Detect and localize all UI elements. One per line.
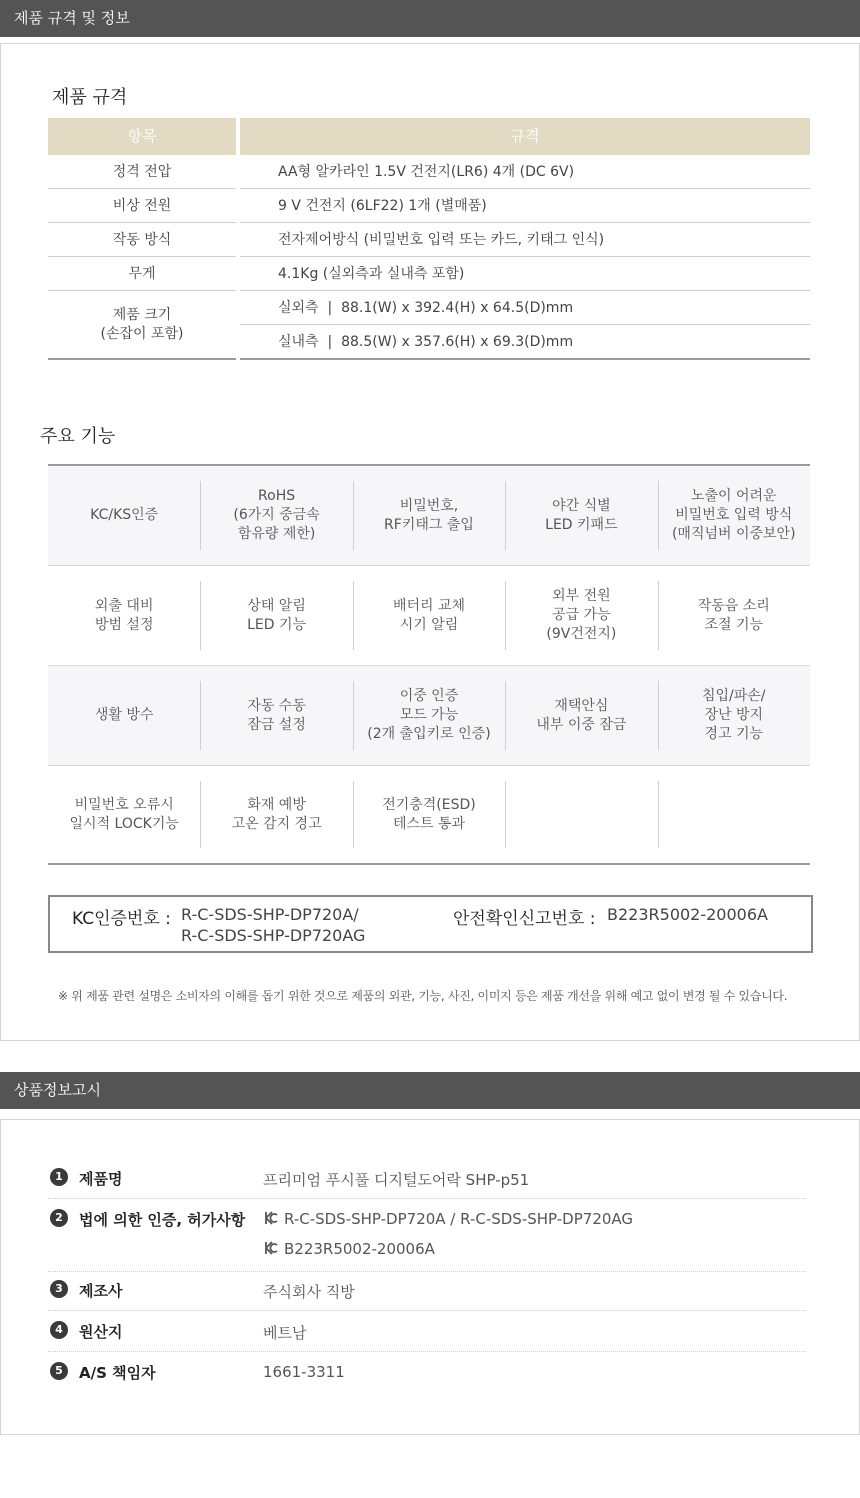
info-label: 제조사 xyxy=(79,1282,123,1300)
feature-cell: 외부 전원 공급 가능 (9V건전지) xyxy=(505,566,657,665)
spec-row xyxy=(48,257,810,291)
size-values xyxy=(240,291,810,360)
info-row-origin xyxy=(48,1311,806,1352)
safety-cert-value: B223R5002-20006A xyxy=(607,905,768,924)
size-outer-value: 실외측 | 88.1(W) x 392.4(H) x 64.5(D)mm xyxy=(240,291,810,325)
disclaimer-notice: ※ 위 제품 관련 설명은 소비자의 이해를 돕기 위한 것으로 제품의 외관, 기능, 사진, 이미지 등은 제품 개선을 위해 예고 없이 변경 될 수 있습니다. xyxy=(58,989,788,1003)
number-badge: 3 xyxy=(50,1280,68,1298)
kc-cert-label: KC인증번호 : xyxy=(72,909,171,929)
spec-label-size xyxy=(48,291,236,360)
feature-cell: 자동 수동 잠금 설정 xyxy=(200,666,352,765)
info-row-certification xyxy=(48,1199,806,1272)
size-inner-value: 실내측 | 88.5(W) x 357.6(H) x 69.3(D)mm xyxy=(240,325,810,360)
info-value: 베트남 xyxy=(263,1324,307,1342)
info-label: A/S 책임자 xyxy=(79,1364,156,1382)
certification-box xyxy=(48,895,813,953)
info-value: 주식회사 직방 xyxy=(263,1283,355,1301)
feature-cell: 작동음 소리 조절 기능 xyxy=(658,566,810,665)
features-title: 주요 기능 xyxy=(40,426,116,447)
features-row xyxy=(48,666,810,766)
feature-cell: 비밀번호 오류시 일시적 LOCK기능 xyxy=(69,796,179,832)
kc-mark-icon xyxy=(263,1240,279,1256)
feature-cell: KC/KS인증 xyxy=(90,507,159,523)
spec-title: 제품 규격 xyxy=(52,87,128,108)
features-row xyxy=(48,566,810,666)
spec-row xyxy=(48,223,810,257)
spec-row xyxy=(48,155,810,189)
spec-header-row xyxy=(48,118,810,155)
kc-mark-icon xyxy=(263,1210,279,1226)
number-badge: 1 xyxy=(50,1168,68,1186)
feature-cell: 침입/파손/ 장난 방지 경고 기능 xyxy=(658,666,810,765)
info-row-product-name xyxy=(48,1158,806,1199)
safety-cert-label: 안전확인신고번호 : xyxy=(453,909,596,929)
number-badge: 4 xyxy=(50,1321,68,1339)
spec-value: 4.1Kg (실외측과 실내측 포함) xyxy=(240,257,810,291)
info-row-as-contact xyxy=(48,1352,806,1393)
spec-value: 전자제어방식 (비밀번호 입력 또는 카드, 키태그 인식) xyxy=(240,223,810,257)
feature-cell: 비밀번호, RF키태그 출입 xyxy=(353,466,505,565)
spec-value: 9 V 건전지 (6LF22) 1개 (별매품) xyxy=(240,189,810,223)
feature-cell: 노출이 어려운 비밀번호 입력 방식 (매직넘버 이중보안) xyxy=(658,466,810,565)
spec-header-item: 항목 xyxy=(48,118,236,155)
spec-label: 비상 전원 xyxy=(48,189,236,223)
feature-cell xyxy=(505,766,657,863)
spec-label: 작동 방식 xyxy=(48,223,236,257)
info-label: 원산지 xyxy=(79,1323,123,1341)
size-label-line2: (손잡이 포함) xyxy=(100,326,184,342)
spec-label: 무게 xyxy=(48,257,236,291)
features-row xyxy=(48,466,810,566)
features-grid xyxy=(48,464,810,865)
info-value-line2 xyxy=(263,1240,435,1258)
spec-header-spec: 규격 xyxy=(240,118,810,155)
cert-value-2: B223R5002-20006A xyxy=(284,1240,435,1258)
cert-value-1: R-C-SDS-SHP-DP720A / R-C-SDS-SHP-DP720AG xyxy=(284,1210,634,1228)
spec-value: AA형 알카라인 1.5V 건전지(LR6) 4개 (DC 6V) xyxy=(240,155,810,189)
feature-cell: RoHS (6가지 중금속 함유량 제한) xyxy=(200,466,352,565)
kc-cert-value-1: R-C-SDS-SHP-DP720A/ xyxy=(181,905,359,924)
info-row-manufacturer xyxy=(48,1270,806,1311)
info-value: 1661-3311 xyxy=(263,1363,345,1381)
section-title: 상품정보고시 xyxy=(14,1081,101,1099)
spec-row xyxy=(48,189,810,223)
feature-cell: 이중 인증 모드 가능 (2개 출입키로 인증) xyxy=(353,666,505,765)
feature-cell: 외출 대비 방범 설정 xyxy=(94,597,154,633)
spec-label: 정격 전압 xyxy=(48,155,236,189)
spec-row-size xyxy=(48,291,810,360)
section-title: 제품 규격 및 정보 xyxy=(14,9,130,27)
feature-cell: 생활 방수 xyxy=(94,707,154,723)
feature-cell: 재택안심 내부 이중 잠금 xyxy=(505,666,657,765)
feature-cell: 상태 알림 LED 기능 xyxy=(200,566,352,665)
section-header-product-info xyxy=(0,1072,860,1109)
feature-cell: 야간 식별 LED 키패드 xyxy=(505,466,657,565)
info-value: 프리미엄 푸시풀 디지털도어락 SHP-p51 xyxy=(263,1171,530,1189)
feature-cell xyxy=(658,766,810,863)
kc-cert-value-2: R-C-SDS-SHP-DP720AG xyxy=(181,926,366,945)
number-badge: 5 xyxy=(50,1362,68,1380)
feature-cell: 배터리 교체 시기 알림 xyxy=(353,566,505,665)
section-header-spec xyxy=(0,0,860,37)
info-value-line1 xyxy=(263,1210,633,1228)
number-badge: 2 xyxy=(50,1209,68,1227)
feature-cell: 화재 예방 고온 감지 경고 xyxy=(200,766,352,863)
size-label-line1: 제품 크기 xyxy=(112,307,172,323)
info-label: 법에 의한 인증, 허가사항 xyxy=(79,1211,246,1229)
features-row xyxy=(48,766,810,865)
info-label: 제품명 xyxy=(79,1170,123,1188)
spec-table xyxy=(48,118,810,360)
feature-cell: 전기충격(ESD) 테스트 통과 xyxy=(353,766,505,863)
